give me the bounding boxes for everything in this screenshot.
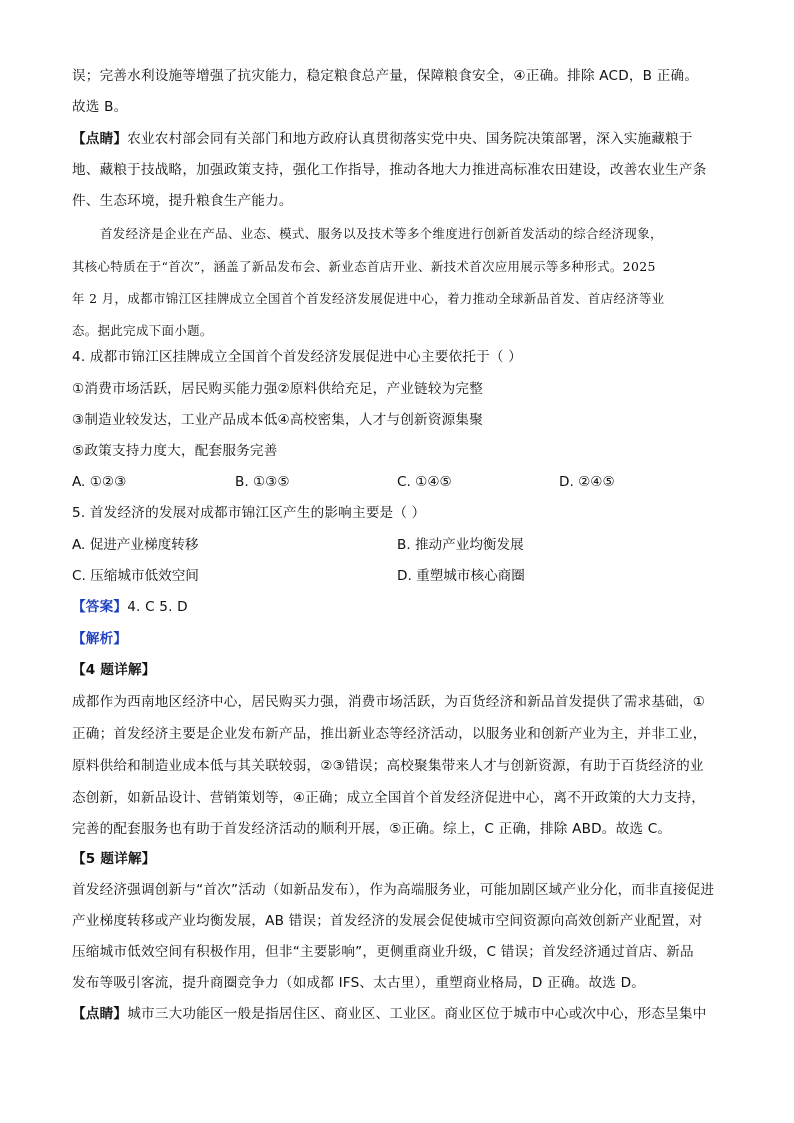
dianjing-tag: 【点睛】 [72,131,128,147]
question-4-stem: 4. 成都市锦江区挂牌成立全国首个首发经济发展促进中心主要依托于（ ） [72,349,523,365]
text-line: 正确；首发经济主要是企业发布新产品，推出新业态等经济活动，以服务业和创新产业为主，并非工业， [72,726,707,742]
answer-text: 4. C 5. D [127,599,188,615]
detail-4-title: 【4 题详解】 [72,662,156,678]
text-line: 地、藏粮于技战略，加强政策支持，强化工作指导，推动各地大力推进高标准农田建设，改善农业生产条 [72,162,707,178]
text-line: 首发经济强调创新与“首次”活动（如新品发布），作为高端服务业，可能加剧区域产业分化，而非直接促进 [72,882,715,898]
text-line: 产业梯度转移或产业均衡发展，AB 错误；首发经济的发展会促使城市空间资源向高效创新产业配置，对 [72,913,703,929]
dianjing-paragraph [72,129,693,149]
analysis-tag: 【解析】 [72,631,128,647]
text-line: 态创新，如新品设计、营销策划等，④正确；成立全国首个首发经济促进中心，离不开政策的大力支持， [72,790,706,806]
answer-line [72,597,188,617]
q4-option-a: A. ①②③ [72,474,127,490]
text-line: 成都作为西南地区经济中心，居民购买力强，消费市场活跃，为百货经济和新品首发提供了需求基础，① [72,694,706,710]
q4-option-b: B. ①③⑤ [235,474,290,490]
dianjing-text: 城市三大功能区一般是指居住区、商业区、工业区。商业区位于城市中心或次中心，形态呈集中 [127,1006,707,1022]
text-line: 发布等吸引客流，提升商圈竞争力（如成都 IFS、太古里），重塑商业格局，D 正确。故选 D。 [72,975,646,991]
q5-option-c: C. 压缩城市低效空间 [72,568,199,584]
answer-tag: 【答案】 [72,599,128,615]
text-line: 件、生态环境，提升粮食生产能力。 [72,193,293,209]
statement-line: ①消费市场活跃，居民购买能力强②原料供给充足，产业链较为完整 [72,381,483,397]
q5-option-b: B. 推动产业均衡发展 [397,537,524,553]
text-line: 完善的配套服务也有助于首发经济活动的顺利开展，⑤正确。综上，C 正确，排除 ABD。故选 C。 [72,821,672,837]
q4-option-d: D. ②④⑤ [559,474,615,490]
text-line: 误；完善水利设施等增强了抗灾能力，稳定粮食总产量，保障粮食安全，④正确。排除 ACD，B 正确。 [72,68,699,84]
passage-line: 首发经济是企业在产品、业态、模式、服务以及技术等多个维度进行创新首发活动的综合经济现象， [100,226,663,241]
text-line: 原料供给和制造业成本低与其关联较弱，②③错误；高校聚集带来人才与创新资源，有助于百货经济的业 [72,758,704,774]
q5-option-d: D. 重塑城市核心商圈 [397,568,525,584]
dianjing-tag: 【点睛】 [72,1006,128,1022]
dianjing-text: 农业农村部会同有关部门和地方政府认真贯彻落实党中央、国务院决策部署，深入实施藏粮于 [127,131,693,147]
q4-option-c: C. ①④⑤ [397,474,452,490]
dianjing-paragraph [72,1004,707,1024]
statement-line: ⑤政策支持力度大，配套服务完善 [72,443,278,459]
q5-option-a: A. 促进产业梯度转移 [72,537,199,553]
question-5-stem: 5. 首发经济的发展对成都市锦江区产生的影响主要是（ ） [72,505,426,521]
detail-5-title: 【5 题详解】 [72,851,156,867]
statement-line: ③制造业较发达，工业产品成本低④高校密集，人才与创新资源集聚 [72,412,483,428]
text-line: 故选 B。 [72,99,128,115]
passage-line: 其核心特质在于“首次”，涵盖了新品发布会、新业态首店开业、新技术首次应用展示等多种形式。2025 [72,259,656,274]
passage-line: 年 2 月，成都市锦江区挂牌成立全国首个首发经济发展促进中心，着力推动全球新品首发、首店经济等业 [72,291,665,306]
text-line: 压缩城市低效空间有积极作用，但非“主要影响”，更侧重商业升级，C 错误；首发经济通过首店、新品 [72,944,694,960]
passage-line: 态。据此完成下面小题。 [72,323,213,338]
